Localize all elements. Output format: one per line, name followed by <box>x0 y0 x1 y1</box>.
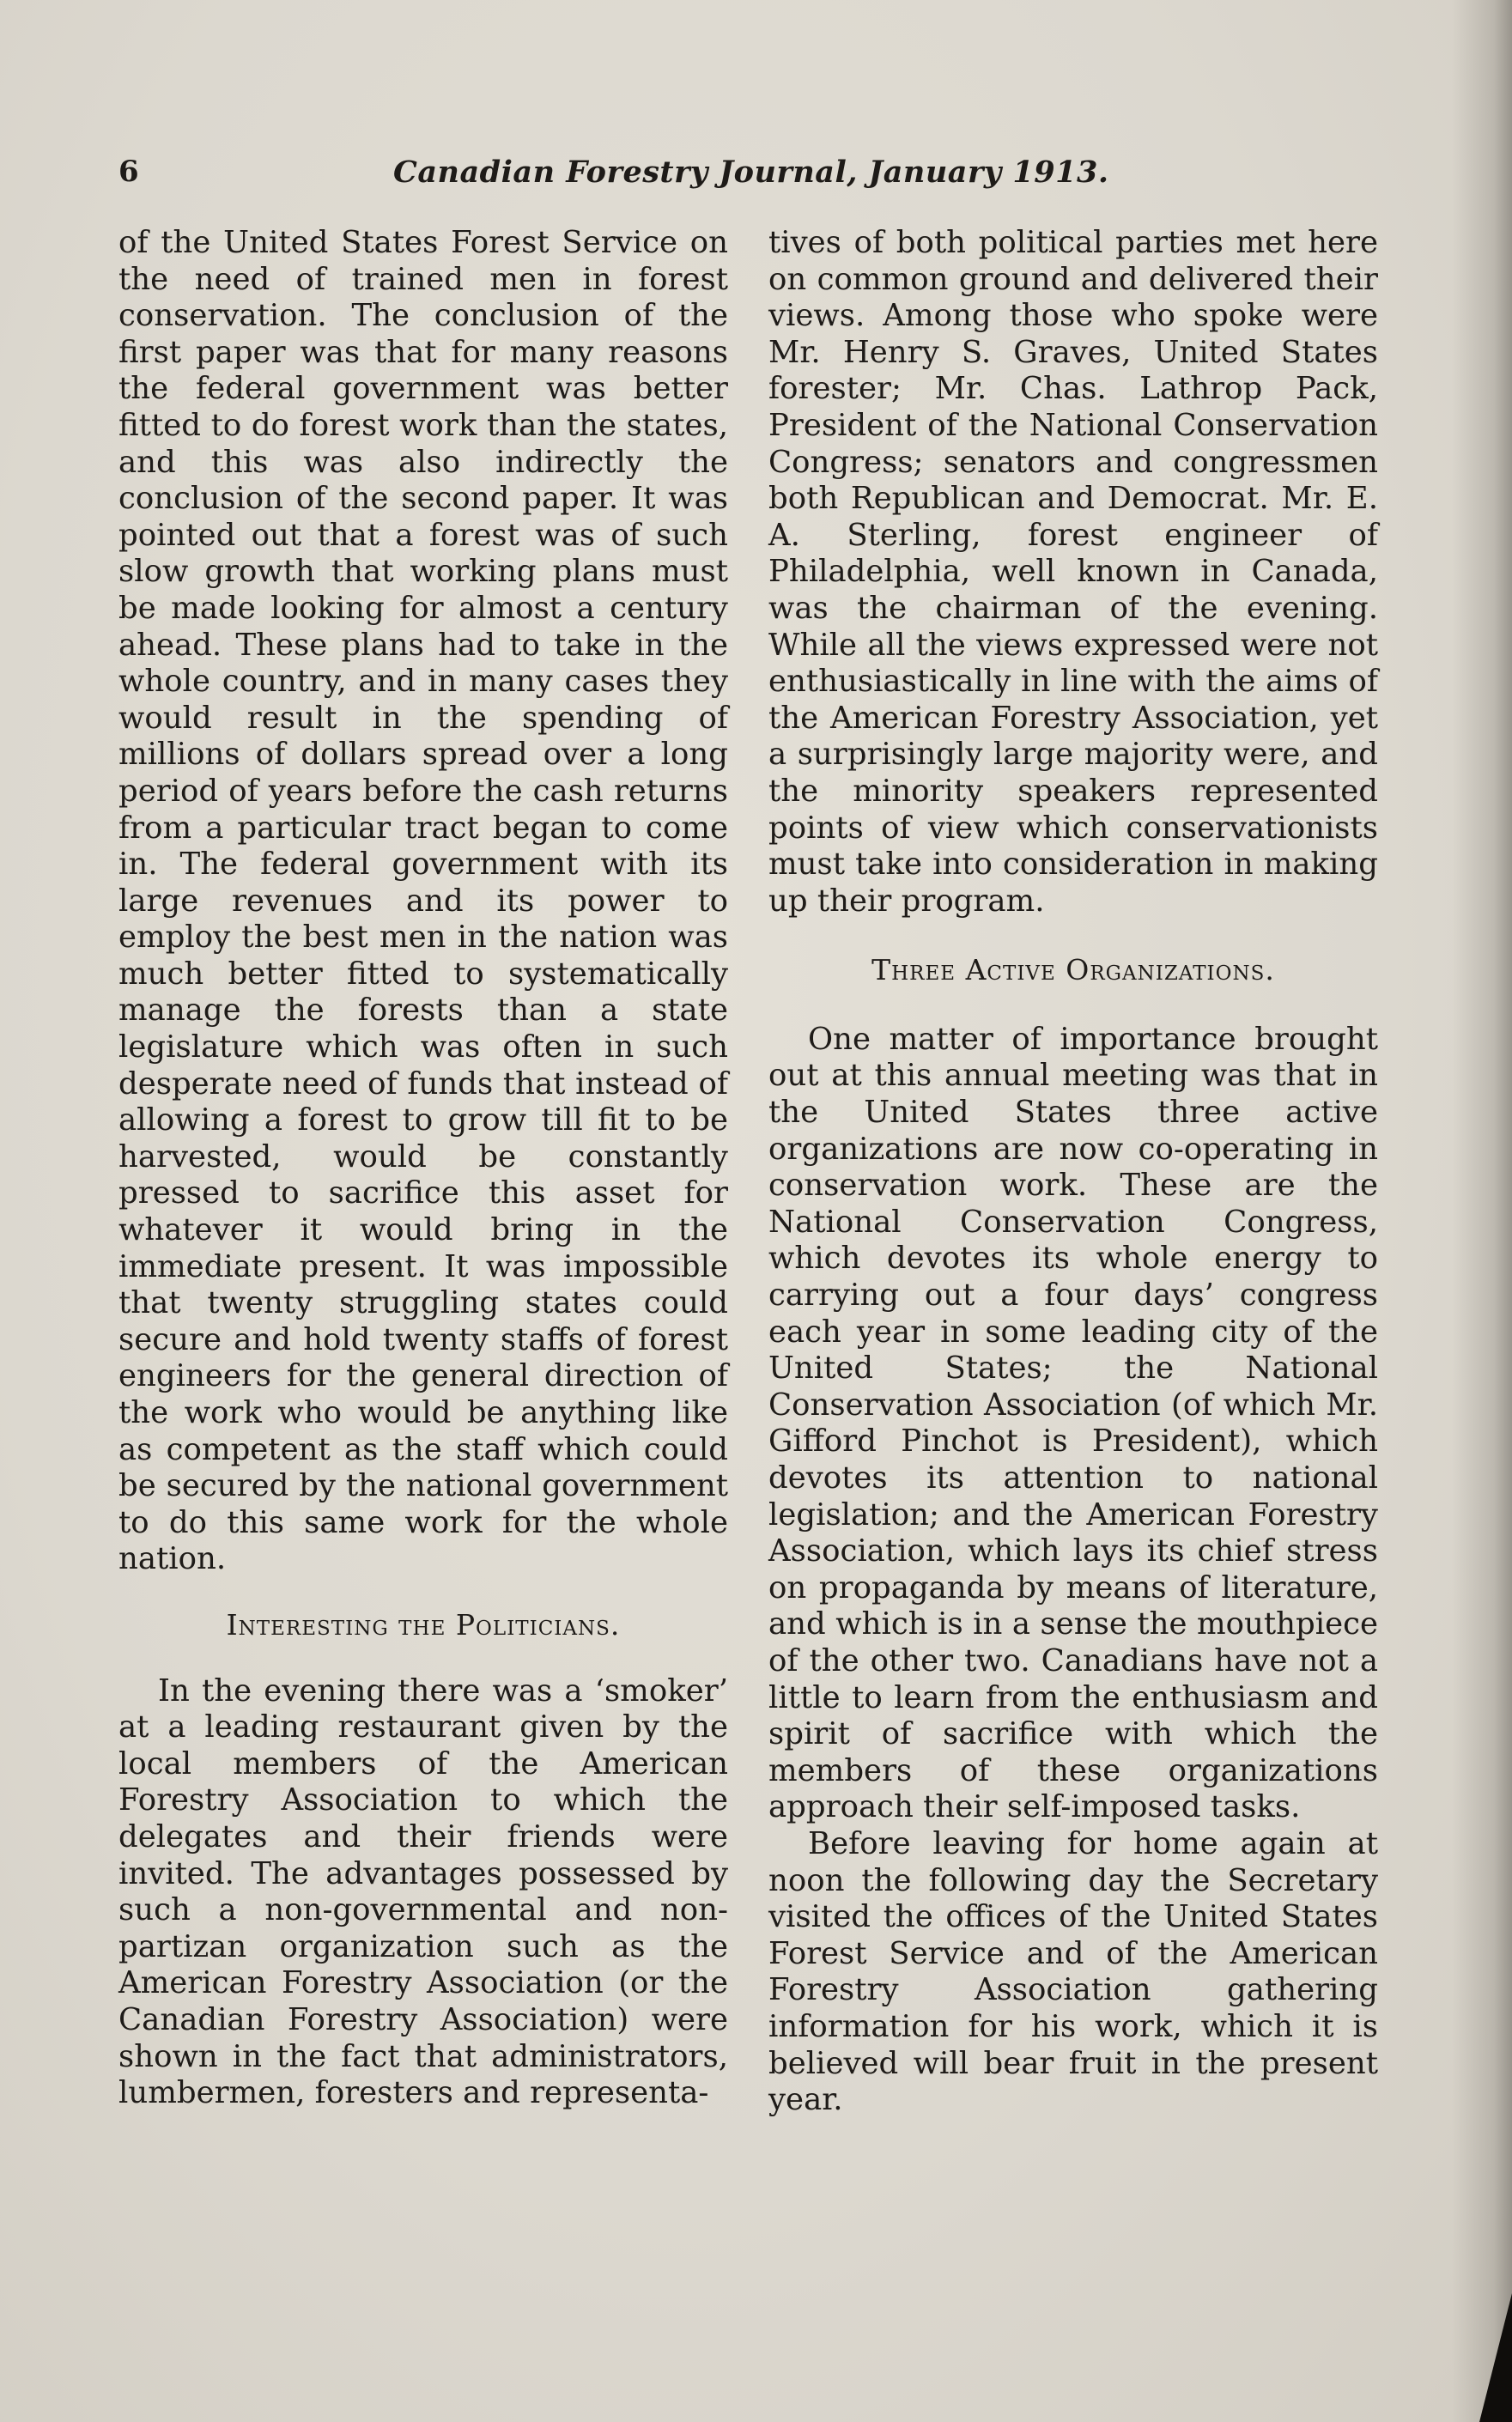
right-paragraph-2: One matter of importance brought out at this annual meeting was that in the United States three active organizations are now co-operating in conservation work. These are the National Conservation Congress, which devotes its whole energy to carrying out a four days’ congress each year in some leading city of the United States; the National Conservation Association (of which Mr. Gifford Pinchot is President), which devotes its attention to national legislation; and the American Forestry Association, which lays its chief stress on propaganda by means of literature, and which is in a sense the mouthpiece of the other two. Canadians have not a little to learn from the enthusiasm and spirit of sacrifice with which the members of these organizations approach their self-imposed tasks. <box>768 1021 1378 1825</box>
section-heading-organizations: Three Active Organizations. <box>871 953 1275 987</box>
right-paragraph-3: Before leaving for home again at noon the following day the Secretary visited the offices of the United States Forest Service and of the American Forestry Association gathering information for his work, which it is believed will bear fruit in the present year. <box>768 1825 1378 2118</box>
right-paragraph-1: tives of both political parties met here on common ground and delivered their views. Among those who spoke were Mr. Henry S. Graves, United States forester; Mr. Chas. Lathrop Pack, President of the National Conservation Congress; senators and congressmen both Republican and Democrat. Mr. E. A. Sterling, forest engineer of Philadelphia, well known in Canada, was the chairman of the evening. While all the views expressed were not enthusiastically in line with the aims of the American Forestry Association, yet a surprisingly large majority were, and the minority speakers represented points of view which conservationists must take into consideration in making up their program. <box>768 225 1378 919</box>
left-paragraph-2: In the evening there was a ‘smoker’ at a leading restaurant given by the local members of the American Forestry Association to which the delegates and their friends were invited. The advantages possessed by such a non-governmental and non-partizan organization such as the American Forestry Association (or the Canadian Forestry Association) were shown in the fact that administrators, lumbermen, foresters and representa- <box>118 1672 728 2111</box>
left-paragraph-1: of the United States Forest Service on the need of trained men in forest conservation. The conclusion of the first paper was that for many reasons the federal government was better fitted to do forest work than the states, and this was also indirectly the conclusion of the second paper. It was pointed out that a forest was of such slow growth that working plans must be made looking for almost a century ahead. These plans had to take in the whole country, and in many cases they would result in the spending of millions of dollars spread over a long period of years before the cash returns from a particular tract began to come in. The federal government with its large revenues and its power to employ the best men in the nation was much better fitted to systematically manage the forests than a state legislature which was often in such desperate need of funds that instead of allowing a forest to grow till fit to be harvested, would be constantly pressed to sacrifice this asset for whatever it would bring in the immediate present. It was impossible that twenty struggling states could secure and hold twenty staffs of forest engineers for the general direction of the work who would be anything like as competent as the staff which could be secured by the national government to do this same work for the whole nation. <box>118 225 728 1577</box>
page-header <box>118 155 1109 197</box>
section-heading-politicians: Interesting the Politicians. <box>226 1607 621 1642</box>
running-head: Canadian Forestry Journal, January 1913. <box>393 155 1109 190</box>
page-number: 6 <box>118 155 139 189</box>
right-column <box>768 225 1378 2119</box>
page-edge-shadow <box>1452 0 1512 2422</box>
left-column <box>118 225 728 2112</box>
page-corner <box>1479 2293 1512 2422</box>
